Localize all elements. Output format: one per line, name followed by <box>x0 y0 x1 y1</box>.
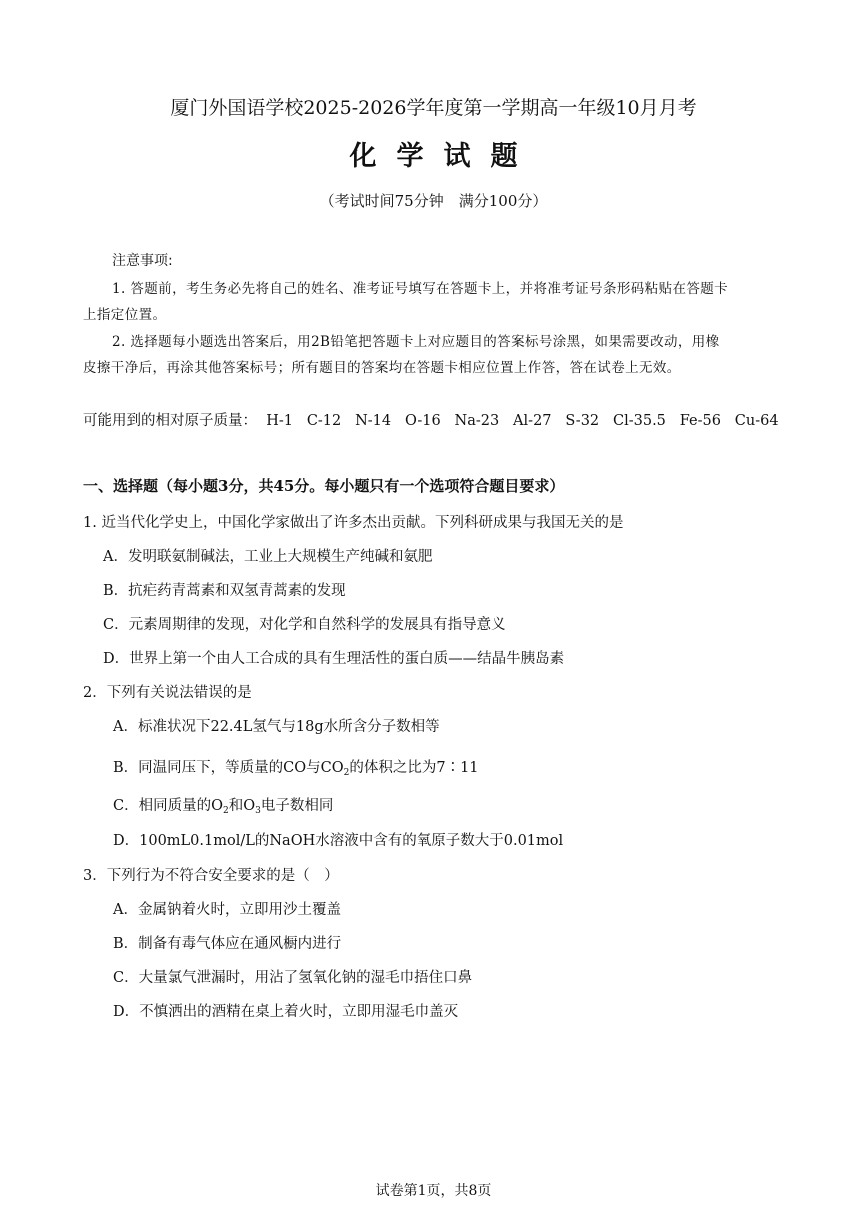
question-1-option-b: B．抗疟药青蒿素和双氢青蒿素的发现 <box>103 583 346 599</box>
question-3-option-b: B．制备有毒气体应在通风橱内进行 <box>113 936 342 952</box>
question-1-option-a: A．发明联氨制碱法，工业上大规模生产纯碱和氨肥 <box>103 549 433 565</box>
question-1-option-c: C．元素周期律的发现，对化学和自然科学的发展具有指导意义 <box>103 617 506 633</box>
notice-item-1-line-2: 上指定位置。 <box>83 307 167 323</box>
question-2-option-d: D．100mL0.1mol/L的NaOH水溶液中含有的氧原子数大于0.01mol <box>113 833 564 849</box>
subscript: 2 <box>222 806 229 816</box>
option-c-text-3: 电子数相同 <box>260 798 334 814</box>
question-3-option-a: A．金属钠着火时，立即用沙土覆盖 <box>113 902 341 918</box>
question-3-stem: 3．下列行为不符合安全要求的是（ ） <box>83 868 339 884</box>
question-3-option-d: D．不慎洒出的酒精在桌上着火时，立即用湿毛巾盖灭 <box>113 1004 459 1020</box>
question-2-option-c <box>113 794 333 816</box>
exam-title: 厦门外国语学校2025-2026学年度第一学期高一年级10月月考 <box>170 97 697 119</box>
question-3-option-c: C．大量氯气泄漏时，用沾了氢氧化钠的湿毛巾捂住口鼻 <box>113 970 473 986</box>
notice-item-2-line-1: 2. 选择题每小题选出答案后，用2B铅笔把答题卡上对应题目的答案标号涂黑，如果需要改动，用橡 <box>112 334 720 350</box>
question-2-option-b <box>113 756 479 778</box>
subscript: 2 <box>343 768 350 778</box>
subject-title: 化学试题 <box>349 141 538 172</box>
question-1-option-d: D．世界上第一个由人工合成的具有生理活性的蛋白质——结晶牛胰岛素 <box>103 651 565 667</box>
option-b-text-2: 的体积之比为7∶11 <box>349 760 479 776</box>
option-c-text-1: C．相同质量的O <box>113 798 223 814</box>
option-b-text-1: B．同温同压下，等质量的CO与CO <box>113 760 344 776</box>
notice-item-2-line-2: 皮擦干净后，再涂其他答案标号；所有题目的答案均在答题卡相应位置上作答，答在试卷上无效。 <box>83 360 681 376</box>
question-2-option-a: A．标准状况下22.4L氢气与18g水所含分子数相等 <box>113 719 440 735</box>
atomic-masses: 可能用到的相对原子质量： H-1 C-12 N-14 O-16 Na-23 Al-27 S-32 Cl-35.5 Fe-56 Cu-64 <box>83 413 779 429</box>
subscript: 3 <box>255 806 261 816</box>
question-2-stem: 2．下列有关说法错误的是 <box>83 685 252 701</box>
section-title: 一、选择题（每小题3分，共45分。每小题只有一个选项符合题目要求） <box>83 477 565 495</box>
exam-time-info: （考试时间75分钟 满分100分） <box>319 192 548 210</box>
question-1-stem: 1. 近当代化学史上，中国化学家做出了许多杰出贡献。下列科研成果与我国无关的是 <box>83 515 624 531</box>
notice-item-1-line-1: 1. 答题前，考生务必先将自己的姓名、准考证号填写在答题卡上，并将准考证号条形码粘贴在答题卡 <box>112 281 729 297</box>
notice-heading: 注意事项: <box>112 253 173 269</box>
page-footer: 试卷第1页，共8页 <box>375 1183 492 1199</box>
option-c-text-2: 和O <box>228 798 256 814</box>
